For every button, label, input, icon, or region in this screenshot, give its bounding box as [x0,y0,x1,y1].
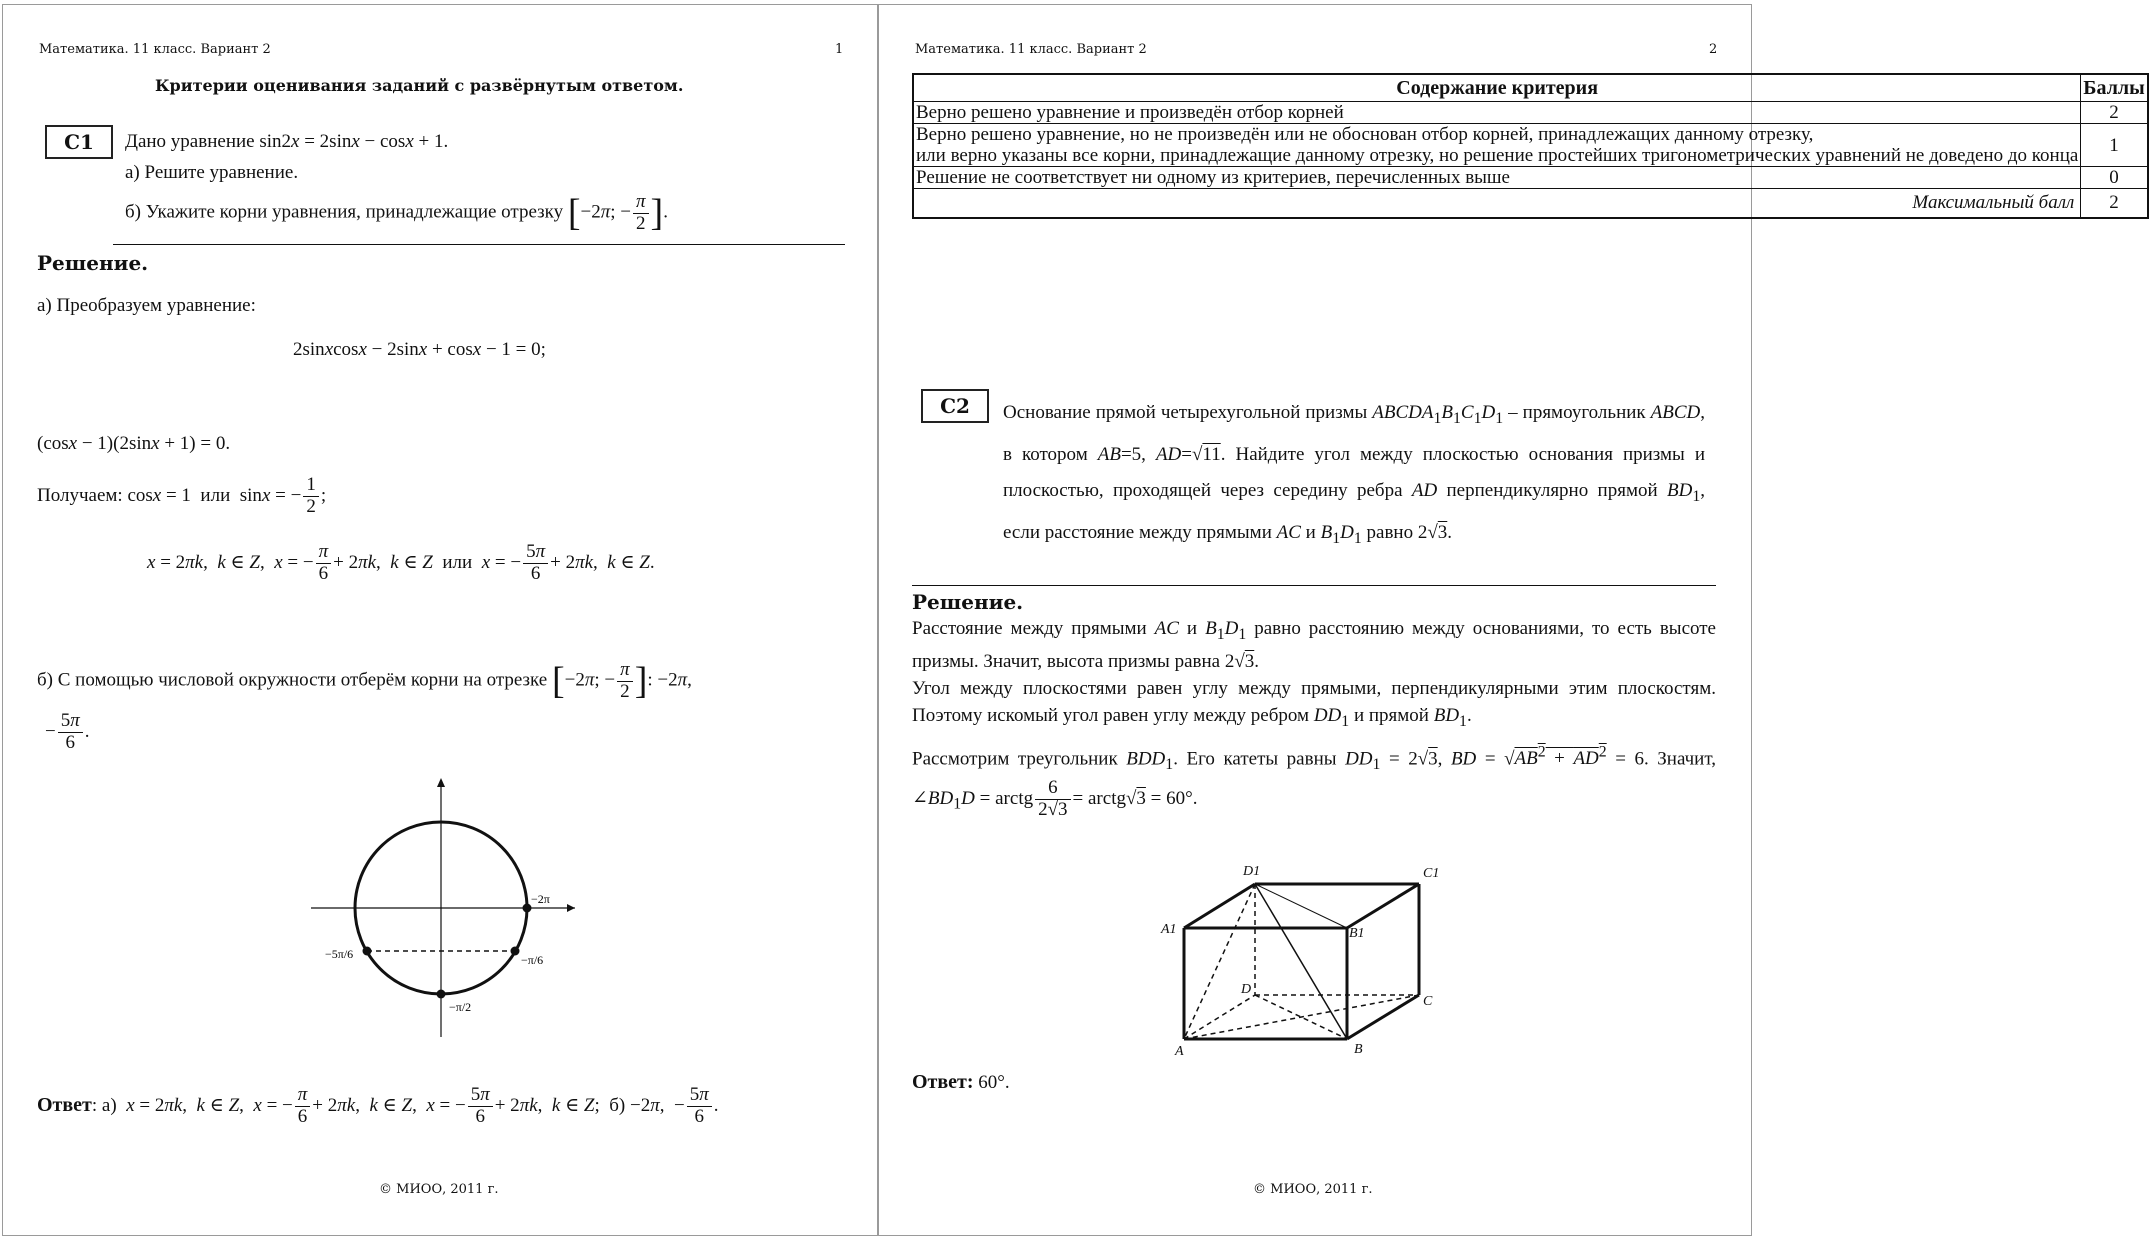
solution-title: Решение. [912,590,1024,614]
roots-line: x = 2πk, k ∈ Z, x = − $\frac{\pi}{6}$ + 2πk, k ∈ Z или x = − $\frac{5\pi}{6}$ + 2πk, k ∈ Z. [147,541,655,584]
task-text: Основание прямой четырехугольной призмы $ABCDA_1B_1C_1D_1$ – прямоугольник ABCD, в котором AB=5, AD=√11. Найдите угол между плоскостью основания призмы и плоскостью, проходящей через середину ребра AD перпендикулярно прямой $BD_1$, если расстояние между прямыми AC и $B_1D_1$ равно 2√3. [1003,402,1705,547]
label-A: A [1175,1044,1184,1059]
solution-paragraph-2: Угол между плоскостями равен углу между прямыми, перпендикулярными этим плоскостям. Поэтому искомый угол равен углу между ребром $DD_1$ и прямой $BD_1$. [912,677,1716,730]
points-cell: 1 [2081,124,2148,167]
footer: © МИОО, 2011 г. [1253,1182,1373,1197]
label-minus-pi-2: −π/2 [449,1000,472,1014]
table-row [913,102,2148,124]
x-axis-arrow-icon [567,904,575,912]
label-minus-5pi-6: −5π/6 [325,947,354,961]
header-points: Баллы [2081,74,2148,102]
label-D: D [1241,982,1252,997]
label-B1: B1 [1349,926,1365,941]
table-max-row [913,189,2148,219]
page-2 [878,4,2145,1236]
points-cell: 0 [2081,167,2148,189]
solution-paragraph-1: Расстояние между прямыми AC и $B_1D_1$ равно расстоянию между основаниями, то есть высоте призмы. Значит, высота призмы равна 2√3. [912,618,1716,672]
solution-text [912,615,1716,821]
task-label: С1 [45,125,113,159]
divider [113,244,845,245]
task-line-2: а) Решите уравнение. [125,162,299,183]
prism-diagram [1149,853,1469,1061]
equation-2: (cosx − 1)(2sinx + 1) = 0. [37,433,231,454]
answer-line: Ответ: 60°. [912,1071,1010,1093]
unit-circle-diagram [303,775,583,1045]
criteria-cell: Верно решено уравнение и произведён отбор корней [913,102,2081,124]
label-minus-2pi: −2π [531,892,550,906]
table-row [913,167,2148,189]
points-cell: 2 [2081,102,2148,124]
point-minus-pi-6 [511,947,520,956]
header-left: Математика. 11 класс. Вариант 2 [915,42,1147,57]
label-minus-pi-6: −π/6 [521,953,544,967]
page-number: 1 [835,42,844,57]
answer-line: Ответ: а) x = 2πk, k ∈ Z, x = − $\frac{\pi}{6}$ + 2πk, k ∈ Z, x = − $\frac{5\pi}{6}$ + 2πk, k ∈ Z; б) −2π, − $\frac{5\pi}{6}$ . [37,1084,719,1127]
point-minus-5pi-6 [363,947,372,956]
solution-paragraph-3: Рассмотрим треугольник $BDD_1$. Его катеты равны $DD_1 = 2√3$, BD = $√AB^2 + AD^2 = 6$. Значит, $\angle BD_1D$ = arctg $\frac{6}{2√3}$ = arctg√3 = 60°. [912,743,1716,820]
criteria-table [912,73,2149,219]
step-b-cont: − $\frac{5\pi}{6}$ . [45,710,90,753]
label-D1: D1 [1243,864,1261,879]
table-header-row [913,74,2148,102]
obtain-line: Получаем: cosx = 1 или sinx = − $\frac{1}{2}$ ; [37,474,327,517]
footer: © МИОО, 2011 г. [379,1182,499,1197]
criteria-cell: Решение не соответствует ни одному из критериев, перечисленных выше [913,167,2081,189]
y-axis-arrow-icon [437,778,445,787]
criteria-cell: Верно решено уравнение, но не произведён или не обоснован отбор корней, принадлежащих данному отрезку, или верно указаны все корни, принадлежащие данному отрезку, но решение простейших тригонометрических уравнений не доведено до конца [913,124,2081,167]
step-a-intro: а) Преобразуем уравнение: [37,295,256,316]
solution-title: Решение. [37,251,149,275]
label-B: B [1354,1042,1363,1057]
page-number: 2 [1709,42,1718,57]
page-title: Критерии оценивания заданий с развёрнутым ответом. [155,76,684,95]
header-criteria: Содержание критерия [913,74,2081,102]
divider [912,585,1716,586]
max-label: Максимальный балл [913,189,2081,219]
step-b: б) С помощью числовой окружности отберём корни на отрезке [−2π; − $\frac{\pi}{2}$ ]: −2π, [37,658,692,702]
equation-1: 2sinxcosx − 2sinx + cosx − 1 = 0; [293,339,546,360]
max-points: 2 [2081,189,2148,219]
page-1 [2,4,878,1236]
header-left: Математика. 11 класс. Вариант 2 [39,42,271,57]
label-C: C [1423,994,1433,1009]
task-line-1: Дано уравнение sin2x = 2sinx − cosx + 1. [125,131,449,152]
label-C1: C1 [1423,866,1440,881]
point-minus-pi-2 [437,990,446,999]
task-label: С2 [921,389,989,423]
label-A1: A1 [1161,922,1177,937]
task-line-3: б) Укажите корни уравнения, принадлежащие отрезку [−2π; − $\frac{\pi}{2}$ ]. [125,190,668,234]
table-row [913,124,2148,167]
